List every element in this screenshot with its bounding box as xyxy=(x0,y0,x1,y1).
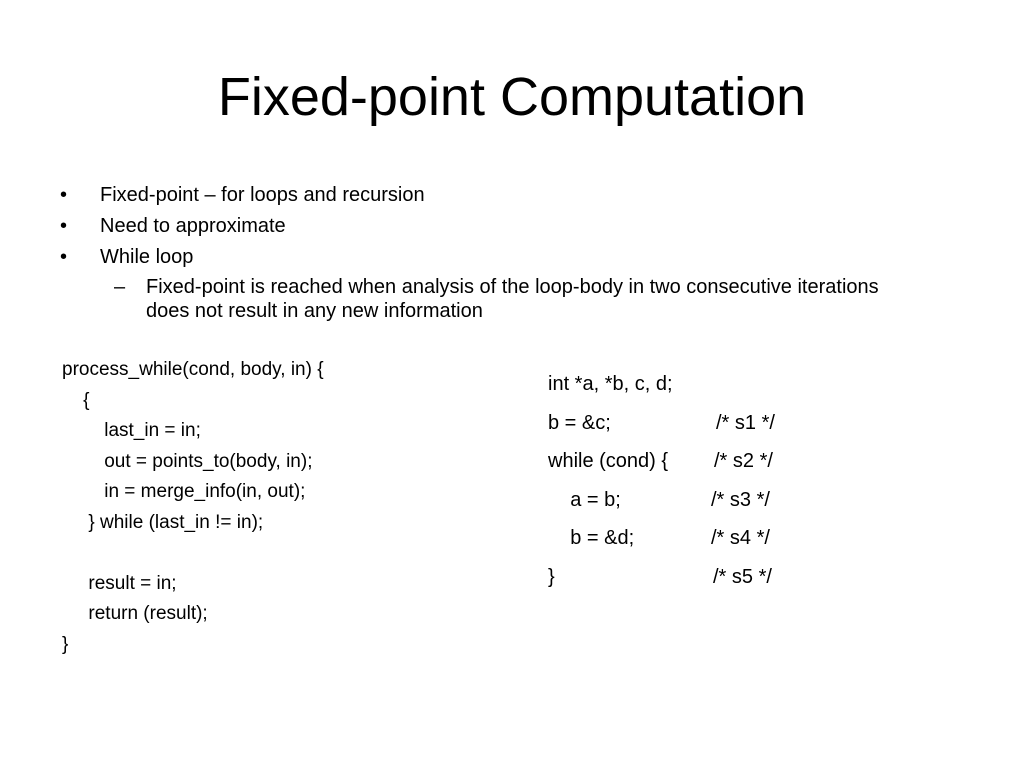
sub-bullet-marker: – xyxy=(114,276,126,298)
example-code-row xyxy=(548,404,968,443)
example-code-row xyxy=(548,442,968,481)
bullet-marker: • xyxy=(60,215,68,237)
code-line: } while (last_in != in); xyxy=(62,511,264,533)
code-line: process_while(cond, body, in) { xyxy=(62,359,324,380)
code-comment: /* s5 */ xyxy=(713,565,772,588)
code-statement: while (cond) { xyxy=(548,450,669,472)
bullet-text: Need to approximate xyxy=(100,215,286,237)
code-statement: a = b; xyxy=(548,488,621,511)
example-code-block xyxy=(548,365,968,596)
code-statement: b = &d; xyxy=(548,527,635,549)
bullet-item xyxy=(58,180,958,211)
code-line: out = points_to(body, in); xyxy=(62,450,313,472)
code-statement: b = &c; xyxy=(548,411,611,434)
code-comment: /* s4 */ xyxy=(711,527,770,549)
bullet-list xyxy=(58,180,958,323)
bullet-marker: • xyxy=(60,184,68,206)
bullet-item xyxy=(58,211,958,242)
bullet-text: Fixed-point – for loops and recursion xyxy=(100,184,425,206)
code-comment: /* s2 */ xyxy=(714,450,773,472)
example-code-row xyxy=(548,558,968,597)
code-line xyxy=(62,538,502,569)
code-comment: /* s3 */ xyxy=(711,488,770,511)
code-statement: } xyxy=(548,565,555,588)
example-code-row xyxy=(548,519,968,558)
code-line: last_in = in; xyxy=(62,420,201,441)
bullet-text: While loop xyxy=(100,246,194,268)
code-line: { xyxy=(62,389,90,411)
example-code-row xyxy=(548,365,968,404)
code-line: in = merge_info(in, out); xyxy=(62,481,306,502)
bullet-marker: • xyxy=(60,246,68,268)
code-line: result = in; xyxy=(62,572,177,594)
code-statement: int *a, *b, c, d; xyxy=(548,373,673,395)
sub-bullet-item xyxy=(100,273,906,323)
slide-title: Fixed-point Computation xyxy=(217,67,807,127)
process-while-code-block xyxy=(62,355,502,660)
sub-bullet-text: Fixed-point is reached when analysis of the loop-body in two consecutive iterations does not result in any new information xyxy=(146,276,879,322)
code-line: } xyxy=(62,633,69,655)
code-comment: /* s1 */ xyxy=(716,411,775,434)
example-code-row xyxy=(548,481,968,520)
bullet-item xyxy=(58,242,958,323)
code-line: return (result); xyxy=(62,603,208,624)
sub-bullet-list xyxy=(100,273,958,323)
